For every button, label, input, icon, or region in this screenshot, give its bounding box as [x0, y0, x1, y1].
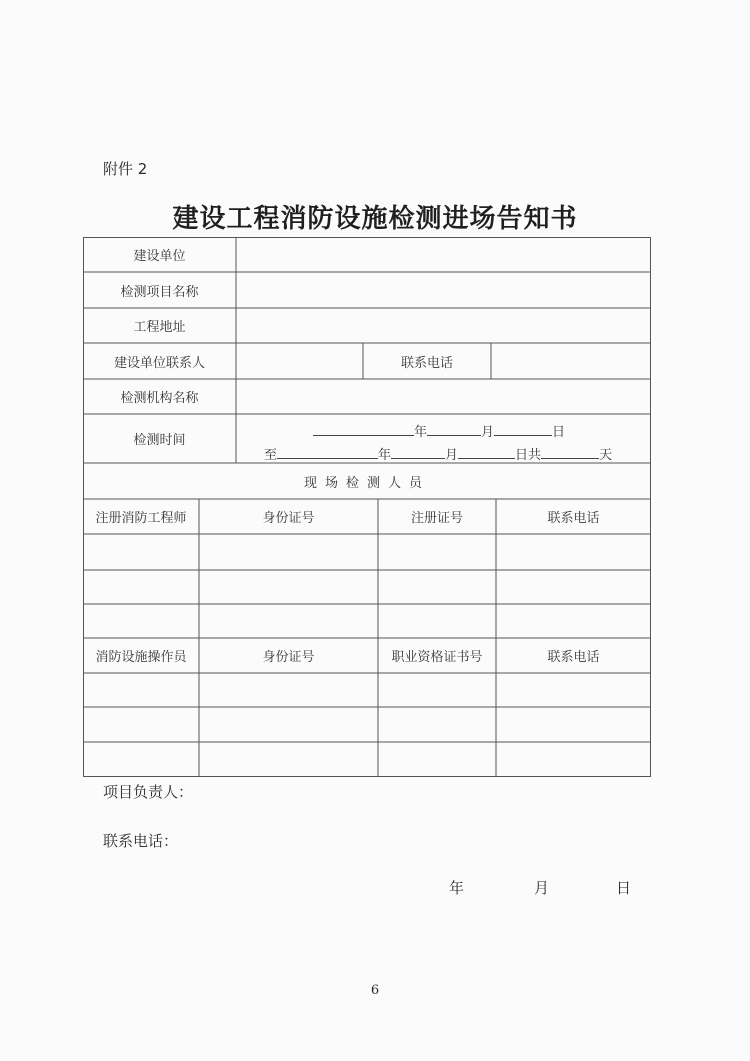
footer-phone-label: 联系电话：: [103, 832, 179, 850]
days-unit: 天: [599, 448, 613, 463]
operator-phone-header: 联系电话: [547, 650, 600, 665]
start-month-unit: 月: [481, 425, 495, 440]
project-address-label: 工程地址: [133, 320, 186, 335]
contact-phone-label: 联系电话: [400, 355, 453, 371]
document-title: 建设工程消防设施检测进场告知书: [172, 204, 578, 234]
project-address-field[interactable]: [236, 308, 651, 343]
construction-unit-field[interactable]: [236, 237, 651, 272]
engineer-phone-header: 联系电话: [547, 511, 600, 526]
inspection-time-label: 检测时间: [133, 433, 186, 448]
end-date-line[interactable]: [264, 444, 612, 463]
day-total-label: 日共: [515, 448, 542, 463]
start-date-line[interactable]: [313, 421, 565, 440]
start-day-unit: 日: [552, 425, 566, 440]
unit-contact-field[interactable]: [236, 343, 363, 379]
engineer-header: 注册消防工程师: [95, 511, 187, 526]
unit-contact-label: 建设单位联系人: [113, 355, 205, 371]
page-number: 6: [370, 983, 380, 998]
start-year-unit: 年: [414, 425, 428, 440]
contact-phone-field[interactable]: [491, 343, 651, 379]
notice-form: [83, 237, 651, 777]
end-month-unit: 月: [445, 448, 459, 463]
sign-month: 月: [534, 879, 550, 897]
operator-header: 消防设施操作员: [95, 650, 187, 665]
project-name-label: 检测项目名称: [120, 284, 199, 300]
attachment-label: 附件 2: [103, 160, 148, 178]
operator-id-header: 身份证号: [262, 650, 315, 665]
agency-name-field[interactable]: [236, 379, 651, 414]
to-label: 至: [264, 448, 278, 463]
end-year-unit: 年: [378, 448, 392, 463]
construction-unit-label: 建设单位: [133, 249, 186, 264]
project-leader-label: 项目负责人：: [103, 783, 194, 801]
sign-day: 日: [616, 879, 632, 897]
personnel-section-header: 现场检测人员: [303, 475, 430, 491]
engineer-cert-header: 注册证号: [410, 511, 463, 526]
operator-cert-header: 职业资格证书号: [391, 650, 483, 665]
sign-year: 年: [449, 879, 465, 897]
agency-name-label: 检测机构名称: [120, 391, 199, 406]
engineer-id-header: 身份证号: [262, 511, 315, 526]
project-name-field[interactable]: [236, 272, 651, 308]
